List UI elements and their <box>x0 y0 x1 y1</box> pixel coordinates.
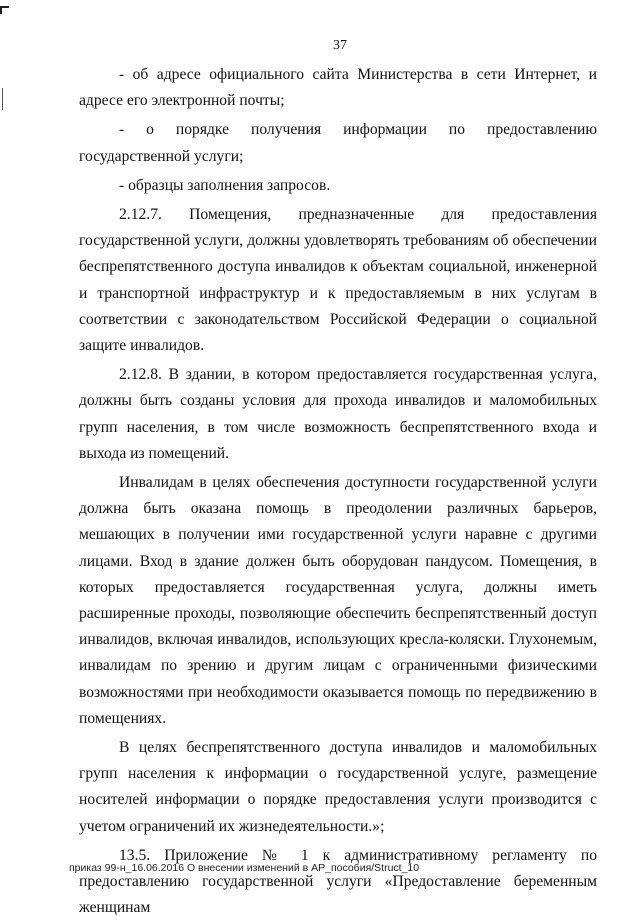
paragraph-request-samples: - образцы заполнения запросов. <box>119 176 331 194</box>
paragraph-disabled-assistance: Инвалидам в целях обеспечения доступности государственной услуги должна быть оказана помощь в преодолении различных барьеров, мешающих в получении ими государственной услуги наравне с другими лицами. Вход в здание должен быть оборудован пандусом. Помещения, в которых предоставляется государственная услуга, должны иметь расширенные проходы, позволяющие обеспечить беспрепятственный доступ инвалидов, включая инвалидов, использующих кресла-коляски. Глухонемым, инвалидам по зрению и другим лицам с ограниченными физическими возможностями при необходимости оказывается помощь по передвижению в помещениях. <box>79 474 597 727</box>
page-number: 37 <box>333 38 347 53</box>
scan-edge-mark <box>2 88 3 110</box>
paragraph-2-12-7: 2.12.7. Помещения, предназначенные для предоставления государственной услуги, должны удовлетворять требованиям об обеспечении беспрепятственного доступа инвалидов к объектам социальной, инженерной и транспортной инфраструктур и к предоставляемым в них услугам в соответствии с законодательством Российской Федерации о социальной защите инвалидов. <box>79 206 597 355</box>
footer-document-path: приказ 99-н_16.06.2016 О внесении изменений в АР_пособия/Struct_10 <box>69 862 420 874</box>
paragraph-info-access: В целях беспрепятственного доступа инвалидов и маломобильных групп населения к информации о государственной услуге, размещение носителей информации о порядке предоставления услуги производится с учетом ограничений их жизнедеятельности.»; <box>79 739 597 835</box>
paragraph-info-procedure: - о порядке получения информации по предоставлению государственной услуги; <box>79 121 597 165</box>
paragraph-2-12-8: 2.12.8. В здании, в котором предоставляется государственная услуга, должны быть созданы условия для прохода инвалидов и маломобильных групп населения, в том числе возможность беспрепятственного входа и выхода из помещений. <box>79 366 597 462</box>
scan-corner-mark-vertical <box>0 6 2 14</box>
paragraph-website-address: - об адресе официального сайта Министерства в сети Интернет, и адресе его электронной почты; <box>79 66 597 110</box>
document-body <box>79 62 597 922</box>
paragraph-13-5: 13.5. Приложение № 1 к административному регламенту по предоставлению государственной услуги «Предоставление беременным женщинам <box>79 846 597 917</box>
